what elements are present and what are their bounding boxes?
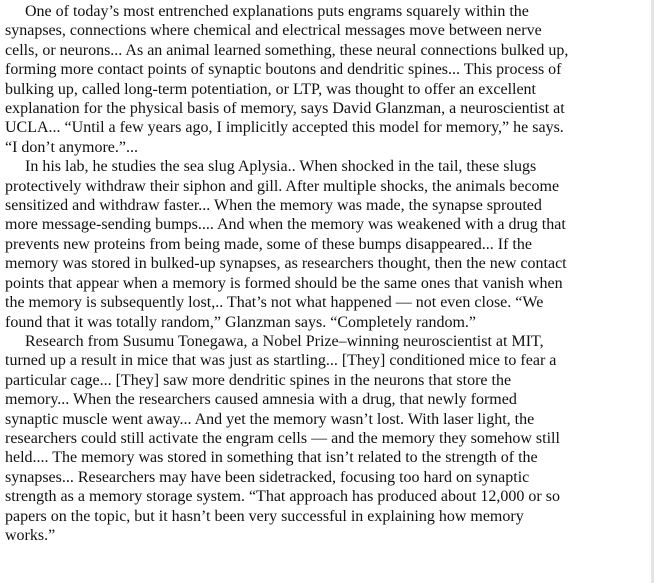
- text-line: Research from Susumu Tonegawa, a Nobel Prize–winning neuroscientist at MIT,: [25, 332, 544, 350]
- text-line: particular cage... [They] saw more dendritic spines in the neurons that store the: [5, 371, 512, 389]
- text-line: synaptic muscle went away... And yet the memory wasn’t lost. With laser light, the: [5, 410, 535, 428]
- text-line: bulking up, called long-term potentiation, or LTP, was thought to offer an excellent: [5, 80, 536, 98]
- text-line: In his lab, he studies the sea slug Aplysia.. When shocked in the tail, these slugs: [25, 158, 537, 176]
- text-line: “I don’t anymore.”...: [5, 138, 138, 156]
- document-body: [5, 2, 649, 545]
- text-line: found that it was totally random,” Glanzman says. “Completely random.”: [5, 313, 476, 331]
- text-line: points that appear when a memory is formed should be the same ones that vanish when: [5, 274, 563, 292]
- paragraph-2: [5, 157, 649, 332]
- text-line: synapses, connections where chemical and electrical messages move between nerve: [5, 22, 542, 40]
- text-line: UCLA... “Until a few years ago, I implicitly accepted this model for memory,” he says.: [5, 119, 564, 137]
- text-line: synapses... Researchers may have been sidetracked, focusing too hard on synaptic: [5, 468, 530, 486]
- text-line: turned up a result in mice that was just as startling... [They] conditioned mice to fear a: [5, 352, 557, 370]
- text-line: One of today’s most entrenched explanations puts engrams squarely within the: [25, 3, 529, 20]
- text-line: held.... The memory was stored in something that isn’t related to the strength of the: [5, 449, 538, 467]
- paragraph-1: [5, 2, 649, 157]
- text-line: cells, or neurons... As an animal learned something, these neural connections bulked up,: [5, 41, 569, 59]
- text-line: sensitized and withdraw faster... When the memory was made, the synapse sprouted: [5, 197, 542, 215]
- text-line: works.”: [5, 526, 56, 544]
- text-line: forming more contact points of synaptic boutons and dendritic spines... This process of: [5, 61, 562, 79]
- text-line: researchers could still activate the engram cells — and the memory they somehow still: [5, 429, 560, 447]
- text-line: protectively withdraw their siphon and gill. After multiple shocks, the animals become: [5, 177, 560, 195]
- text-line: the memory is subsequently lost,.. That’s not what happened — not even close. “We: [5, 294, 544, 312]
- text-line: memory was stored in bulked-up synapses, as researchers thought, then the new contact: [5, 255, 567, 273]
- text-line: strength as a memory storage system. “That approach has produced about 12,000 or so: [5, 488, 560, 506]
- paragraph-3: [5, 332, 649, 545]
- text-line: explanation for the physical basis of memory, says David Glanzman, a neuroscientist at: [5, 100, 565, 118]
- text-line: papers on the topic, but it hasn’t been very successful in explaining how memory: [5, 507, 524, 525]
- text-line: more message-sending bumps.... And when the memory was weakened with a drug that: [5, 216, 566, 234]
- text-line: prevents new proteins from being made, some of these bumps disappeared... If the: [5, 235, 532, 253]
- text-line: memory... When the researchers caused amnesia with a drug, that newly formed: [5, 391, 517, 409]
